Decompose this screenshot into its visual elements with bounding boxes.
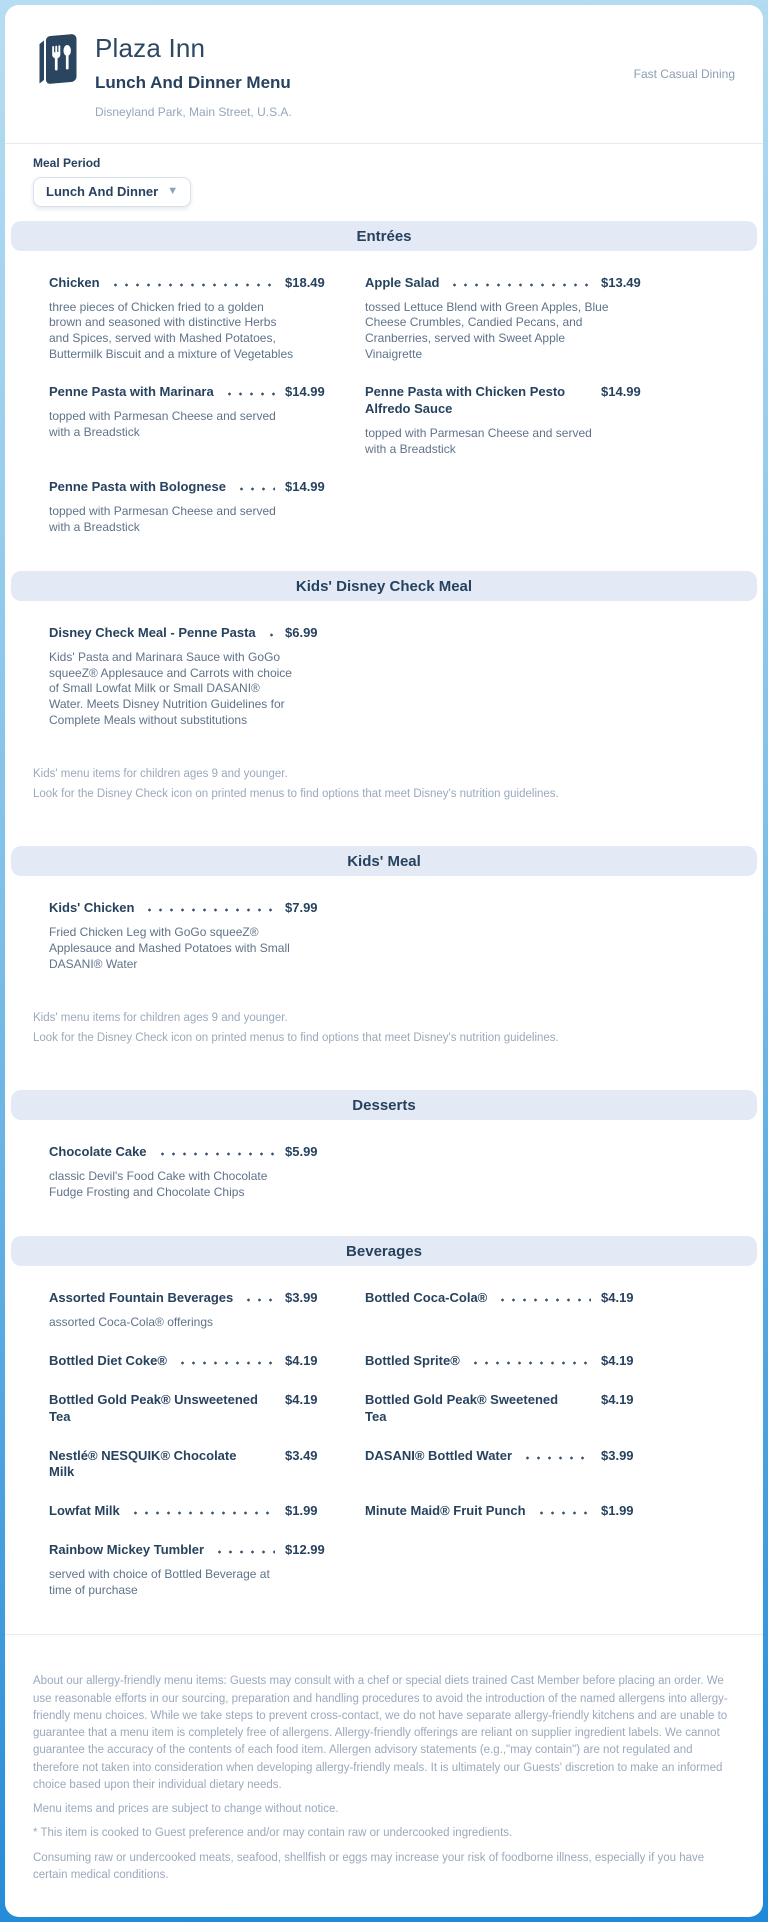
footer-disclaimers (5, 1634, 763, 1917)
dotted-leader (266, 625, 275, 639)
menu-item (49, 1503, 329, 1520)
menu-item (49, 384, 329, 457)
item-price: $4.19 (601, 1391, 634, 1407)
dotted-leader (110, 275, 275, 289)
dotted-leader (536, 1503, 591, 1517)
dotted-leader (130, 1503, 275, 1517)
item-name: Bottled Gold Peak® Sweetened Tea (365, 1391, 559, 1424)
meal-period-label: Meal Period (33, 156, 101, 170)
dotted-leader (177, 1353, 275, 1367)
disney-check-note: Look for the Disney Check icon on printed menus to find options that meet Disney's nutrition guidelines. (33, 788, 559, 801)
item-name: Lowfat Milk (49, 1503, 120, 1519)
header (5, 5, 763, 144)
item-price: $1.99 (285, 1503, 318, 1519)
menu-item (365, 1353, 645, 1370)
dotted-leader (144, 900, 275, 914)
meal-period-selected-value: Lunch And Dinner (46, 184, 159, 199)
item-name: Bottled Diet Coke® (49, 1352, 167, 1368)
item-name: Disney Check Meal - Penne Pasta (49, 625, 256, 641)
item-name: Nestlé® NESQUIK® Chocolate Milk (49, 1447, 237, 1480)
meal-period-block (5, 144, 763, 221)
allergy-disclaimer: About our allergy-friendly menu items: Guests may consult with a chef or special diets trained Cast Member before placing an order. We use reasonable efforts in our sourcing, preparation and handling procedures to avoid the introduction of the named allergens into allergy-friendly menu choices. While we take steps to prevent cross-contact, we do not have separate allergy-friendly kitchens and are unable to guarantee that a menu item is completely free of allergens. Allergy-friendly offerings are reliant on supplier ingredient labels. We cannot guarantee the accuracy of the contents of each food item. Allergen advisory statements (e.g.,"may contain") are not regulated and therefore not taken into consideration when developing allergy-friendly meals. It is ultimately our Guests' discretion to make an informed choice based upon their individual dietary needs. (33, 1675, 728, 1791)
section-items (5, 601, 763, 764)
item-name: Apple Salad (365, 275, 440, 290)
item-name: Rainbow Mickey Tumbler (49, 1542, 205, 1558)
item-name: Penne Pasta with Bolognese (49, 479, 226, 495)
section-desserts (5, 1090, 763, 1236)
item-name: Penne Pasta with Marinara (49, 384, 214, 400)
section-items (5, 1120, 763, 1236)
item-name: DASANI® Bottled Water (365, 1447, 513, 1463)
item-name: Bottled Gold Peak® Unsweetened Tea (49, 1391, 258, 1424)
menu-item (49, 1542, 329, 1598)
menu-item (49, 625, 329, 728)
section-title: Beverages (346, 1242, 422, 1260)
item-description: Kids' Pasta and Marinara Sauce with GoGo squeeZ® Applesauce and Carrots with choice of Small Lowfat Milk or Small DASANI® Water. Meets Disney Nutrition Guidelines for Complete Meals without substitutions (49, 650, 292, 727)
section-header-band (11, 1090, 757, 1120)
section-title: Kids' Disney Check Meal (295, 577, 473, 595)
item-price: $4.19 (601, 1290, 634, 1306)
item-price: $18.49 (285, 275, 325, 290)
item-price: $1.99 (601, 1503, 634, 1519)
kids-age-note: Kids' menu items for children ages 9 and younger. (33, 768, 288, 781)
item-price: $3.99 (285, 1290, 318, 1306)
cooked-to-preference-note: * This item is cooked to Guest preference and/or may contain raw or undercooked ingredients. (33, 1827, 513, 1840)
section-items (5, 251, 763, 571)
menu-item (49, 1448, 329, 1482)
menu-book-icon (33, 33, 79, 87)
item-name: Kids' Chicken (49, 900, 135, 916)
prices-change-note: Menu items and prices are subject to change without notice. (33, 1803, 339, 1816)
item-description: topped with Parmesan Cheese and served with a Breadstick (49, 504, 276, 534)
dotted-leader (224, 384, 275, 398)
menu-item (49, 479, 329, 535)
item-name: Assorted Fountain Beverages (49, 1290, 234, 1306)
item-name: Chicken (49, 275, 100, 290)
item-name: Penne Pasta with Chicken Pesto Alfredo Sauce (365, 384, 566, 417)
menu-item (365, 1448, 645, 1482)
item-price: $12.99 (285, 1542, 325, 1558)
section-title: Kids' Meal (347, 852, 421, 870)
item-description: three pieces of Chicken fried to a golden brown and seasoned with distinctive Herbs and Spices, served with Mashed Potatoes, Buttermilk Biscuit and a mixture of Vegetables (49, 299, 294, 361)
menu-item (365, 1392, 645, 1426)
menu-item (365, 384, 645, 457)
menu-item (49, 1144, 329, 1200)
item-name: Chocolate Cake (49, 1144, 147, 1160)
item-price: $14.99 (601, 384, 641, 400)
section-header-band (11, 571, 757, 601)
restaurant-location: Disneyland Park, Main Street, U.S.A. (95, 105, 292, 119)
item-name: Bottled Sprite® (365, 1352, 460, 1368)
item-price: $13.49 (601, 275, 641, 290)
section-header-band (11, 221, 757, 251)
dotted-leader (522, 1448, 591, 1462)
section-notes (5, 764, 763, 846)
menu-item (49, 1353, 329, 1370)
chevron-down-icon: ▼ (167, 185, 179, 197)
item-description: assorted Coca-Cola® offerings (49, 1315, 214, 1330)
section-header-band (11, 846, 757, 876)
dotted-leader (497, 1290, 591, 1304)
section-items (5, 1266, 763, 1634)
raw-undercooked-warning: Consuming raw or undercooked meats, seafood, shellfish or eggs may increase your risk of foodborne illness, especially if you have certain medical conditions. (33, 1851, 705, 1881)
item-description: topped with Parmesan Cheese and served with a Breadstick (49, 409, 276, 439)
dotted-leader (236, 479, 275, 493)
item-description: served with choice of Bottled Beverage at time of purchase (49, 1567, 270, 1597)
item-price: $3.49 (285, 1447, 318, 1463)
menu-item (49, 900, 329, 972)
section-items (5, 876, 763, 1008)
menu-page-card (5, 5, 763, 1917)
item-description: Fried Chicken Leg with GoGo squeeZ® Applesauce and Mashed Potatoes with Small DASANI® Water (49, 925, 290, 971)
section-title: Desserts (352, 1096, 416, 1114)
item-price: $4.19 (601, 1352, 634, 1368)
dotted-leader (157, 1144, 275, 1158)
item-price: $7.99 (285, 900, 318, 916)
item-description: tossed Lettuce Blend with Green Apples, Blue Cheese Crumbles, Candied Pecans, and Cranberries, served with Sweet Apple Vinaigrette (365, 299, 609, 361)
item-description: topped with Parmesan Cheese and served with a Breadstick (365, 426, 592, 456)
item-price: $3.99 (601, 1447, 634, 1463)
menu-item (49, 1290, 329, 1330)
item-name: Minute Maid® Fruit Punch (365, 1503, 526, 1519)
section-notes (5, 1008, 763, 1090)
dining-type-label: Fast Casual Dining (633, 67, 735, 81)
item-price: $6.99 (285, 625, 318, 641)
dotted-leader (243, 1290, 275, 1304)
restaurant-name: Plaza Inn (95, 33, 206, 63)
kids-age-note: Kids' menu items for children ages 9 and younger. (33, 1012, 288, 1025)
section-kids-meal (5, 846, 763, 1090)
dotted-leader (449, 275, 591, 289)
item-price: $14.99 (285, 384, 325, 400)
menu-title: Lunch And Dinner Menu (95, 73, 291, 92)
menu-item (365, 275, 645, 362)
dotted-leader (214, 1542, 275, 1556)
item-name: Bottled Coca-Cola® (365, 1290, 488, 1306)
item-price: $5.99 (285, 1144, 318, 1160)
item-price: $14.99 (285, 479, 325, 495)
section-header-band (11, 1236, 757, 1266)
menu-item (365, 1503, 645, 1520)
menu-item (49, 275, 329, 362)
section-kids-disney-check-meal (5, 571, 763, 846)
item-price: $4.19 (285, 1391, 318, 1407)
menu-item (49, 1392, 329, 1426)
section-entrees (5, 221, 763, 571)
section-beverages (5, 1236, 763, 1634)
disney-check-note: Look for the Disney Check icon on printed menus to find options that meet Disney's nutrition guidelines. (33, 1032, 559, 1045)
dotted-leader (470, 1353, 591, 1367)
meal-period-dropdown[interactable] (33, 177, 191, 207)
item-price: $4.19 (285, 1352, 318, 1368)
section-title: Entrées (356, 227, 412, 245)
menu-item (365, 1290, 645, 1330)
item-description: classic Devil's Food Cake with Chocolate Fudge Frosting and Chocolate Chips (49, 1169, 268, 1199)
